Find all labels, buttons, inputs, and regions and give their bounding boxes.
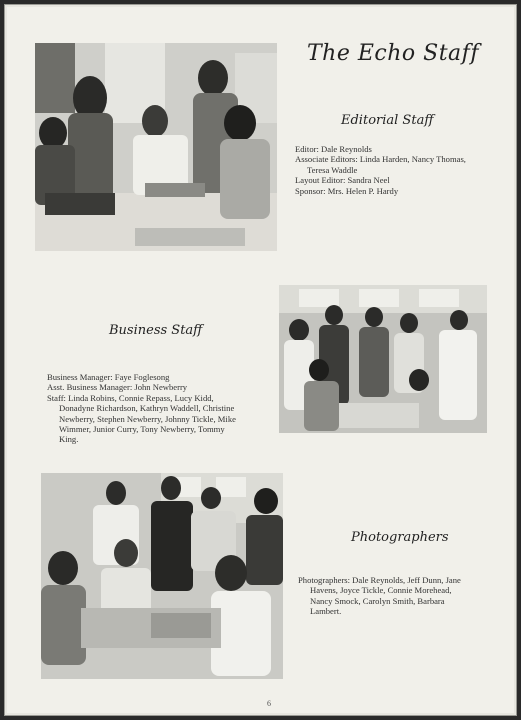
photographers-line: Lambert. xyxy=(310,606,342,617)
business-line: Business Manager: Faye Foglesong xyxy=(47,372,170,382)
editorial-line: Associate Editors: Linda Harden, Nancy Thomas, xyxy=(295,154,466,165)
photographers-line: Havens, Joyce Tickle, Connie Morehead, xyxy=(310,585,452,596)
page-number: 6 xyxy=(267,699,271,708)
photographers-heading: Photographers xyxy=(351,530,449,545)
business-staff-photo xyxy=(279,285,487,433)
editorial-heading: Editorial Staff xyxy=(341,113,434,128)
business-line: Newberry, Stephen Newberry, Johnny Tickle, Mike xyxy=(59,413,236,424)
business-line: Wimmer, Junior Curry, Tony Newberry, Tommy xyxy=(59,424,225,435)
editorial-line: Teresa Waddle xyxy=(307,164,358,175)
page-title: The Echo Staff xyxy=(307,41,479,66)
business-line: Asst. Business Manager: John Newberry xyxy=(47,382,188,393)
editorial-line: Editor: Dale Reynolds xyxy=(295,144,372,154)
photographers-line: Nancy Smock, Carolyn Smith, Barbara xyxy=(310,595,445,606)
photographers-photo xyxy=(41,473,283,679)
yearbook-page xyxy=(4,4,517,716)
editorial-list xyxy=(295,144,505,196)
business-line: Donadyne Richardson, Kathryn Waddell, Christine xyxy=(59,403,235,414)
editorial-staff-photo xyxy=(35,43,277,251)
business-heading: Business Staff xyxy=(109,323,203,338)
business-line: Staff: Linda Robins, Connie Repass, Lucy Kidd, xyxy=(47,392,214,403)
business-list xyxy=(47,372,279,445)
editorial-line: Sponsor: Mrs. Helen P. Hardy xyxy=(295,185,399,196)
photographers-line: Photographers: Dale Reynolds, Jeff Dunn, Jane xyxy=(298,575,461,585)
photographers-list xyxy=(298,575,508,617)
business-line: King. xyxy=(59,434,79,445)
editorial-line: Layout Editor: Sandra Neel xyxy=(295,175,390,186)
